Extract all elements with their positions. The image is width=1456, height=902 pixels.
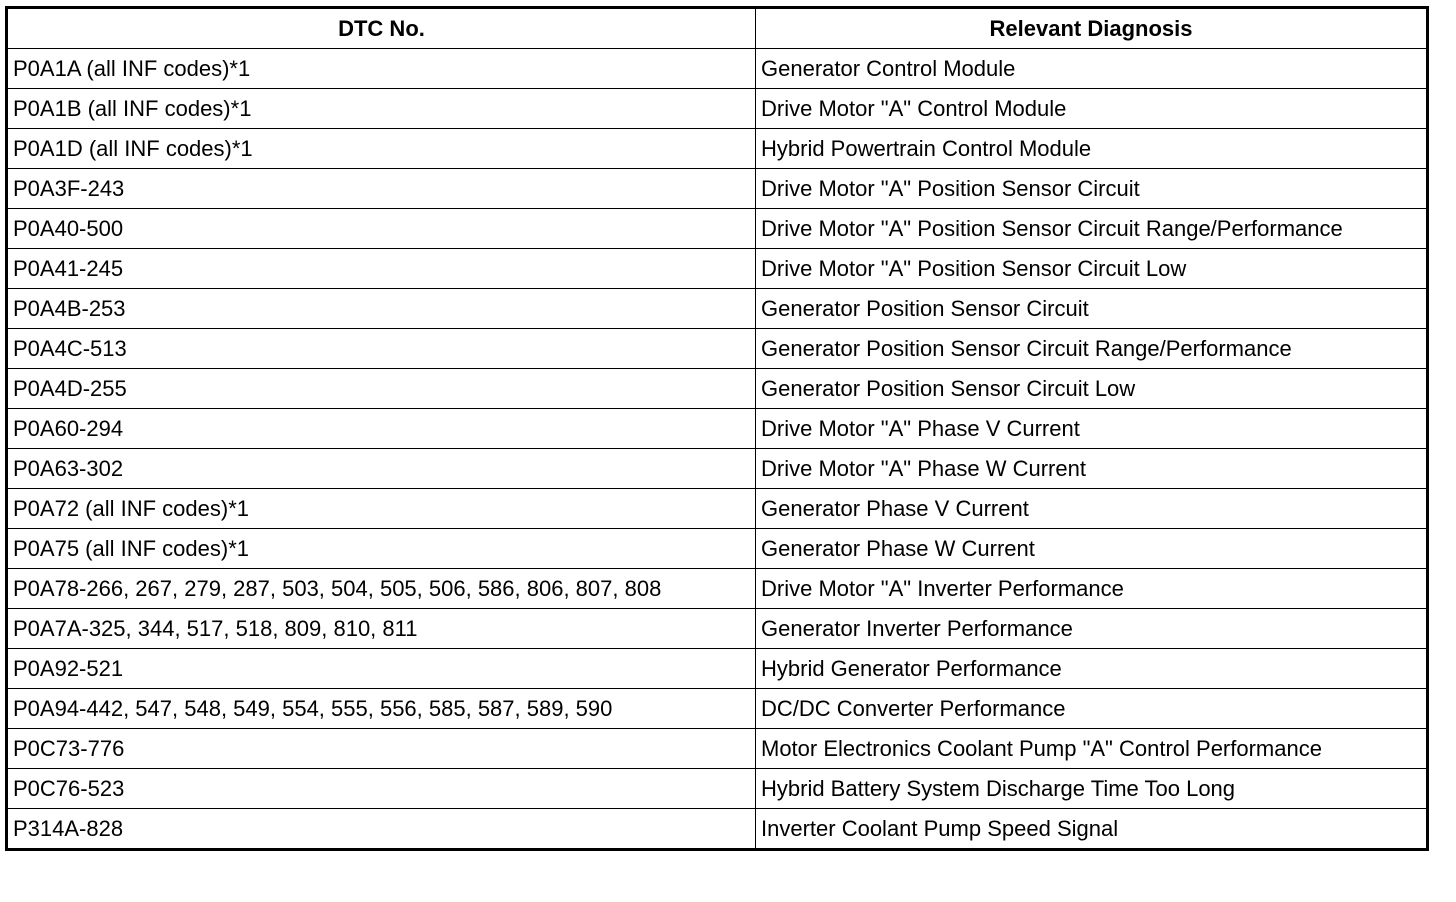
table-row — [7, 609, 1428, 649]
dtc-code-cell: P0C73-776 — [7, 729, 756, 769]
table-row — [7, 89, 1428, 129]
table-row — [7, 49, 1428, 89]
table-row — [7, 249, 1428, 289]
dtc-code-cell: P0A63-302 — [7, 449, 756, 489]
diagnosis-cell: Drive Motor "A" Phase W Current — [756, 449, 1428, 489]
table-header — [7, 8, 1428, 49]
dtc-code-cell: P0A75 (all INF codes)*1 — [7, 529, 756, 569]
table-row — [7, 529, 1428, 569]
diagnosis-cell: Hybrid Powertrain Control Module — [756, 129, 1428, 169]
dtc-code-cell: P0A4D-255 — [7, 369, 756, 409]
dtc-code-cell: P0A94-442, 547, 548, 549, 554, 555, 556, 585, 587, 589, 590 — [7, 689, 756, 729]
dtc-code-cell: P0A92-521 — [7, 649, 756, 689]
diagnosis-cell: DC/DC Converter Performance — [756, 689, 1428, 729]
diagnosis-cell: Generator Phase V Current — [756, 489, 1428, 529]
diagnosis-cell: Inverter Coolant Pump Speed Signal — [756, 809, 1428, 850]
table-row — [7, 409, 1428, 449]
header-relevant-diagnosis: Relevant Diagnosis — [756, 8, 1428, 49]
diagnosis-cell: Generator Inverter Performance — [756, 609, 1428, 649]
diagnosis-cell: Drive Motor "A" Position Sensor Circuit Low — [756, 249, 1428, 289]
table-row — [7, 289, 1428, 329]
dtc-code-cell: P0A60-294 — [7, 409, 756, 449]
diagnosis-cell: Motor Electronics Coolant Pump "A" Control Performance — [756, 729, 1428, 769]
diagnosis-cell: Drive Motor "A" Phase V Current — [756, 409, 1428, 449]
table-row — [7, 769, 1428, 809]
table-body — [7, 49, 1428, 850]
table-row — [7, 209, 1428, 249]
dtc-code-cell: P0A7A-325, 344, 517, 518, 809, 810, 811 — [7, 609, 756, 649]
dtc-code-cell: P0A3F-243 — [7, 169, 756, 209]
table-row — [7, 329, 1428, 369]
dtc-table — [5, 6, 1429, 851]
header-dtc-no: DTC No. — [7, 8, 756, 49]
dtc-code-cell: P0C76-523 — [7, 769, 756, 809]
table-row — [7, 729, 1428, 769]
diagnosis-cell: Drive Motor "A" Control Module — [756, 89, 1428, 129]
dtc-code-cell: P0A41-245 — [7, 249, 756, 289]
table-row — [7, 649, 1428, 689]
diagnosis-cell: Hybrid Generator Performance — [756, 649, 1428, 689]
dtc-code-cell: P0A40-500 — [7, 209, 756, 249]
diagnosis-cell: Drive Motor "A" Position Sensor Circuit Range/Performance — [756, 209, 1428, 249]
dtc-code-cell: P0A4B-253 — [7, 289, 756, 329]
diagnosis-cell: Drive Motor "A" Inverter Performance — [756, 569, 1428, 609]
table-row — [7, 129, 1428, 169]
diagnosis-cell: Generator Phase W Current — [756, 529, 1428, 569]
table-row — [7, 449, 1428, 489]
header-row — [7, 8, 1428, 49]
table-row — [7, 689, 1428, 729]
dtc-code-cell: P0A1A (all INF codes)*1 — [7, 49, 756, 89]
dtc-code-cell: P0A1D (all INF codes)*1 — [7, 129, 756, 169]
dtc-code-cell: P0A1B (all INF codes)*1 — [7, 89, 756, 129]
dtc-code-cell: P314A-828 — [7, 809, 756, 850]
dtc-code-cell: P0A4C-513 — [7, 329, 756, 369]
diagnosis-cell: Generator Position Sensor Circuit Range/Performance — [756, 329, 1428, 369]
diagnosis-cell: Drive Motor "A" Position Sensor Circuit — [756, 169, 1428, 209]
diagnosis-cell: Generator Position Sensor Circuit — [756, 289, 1428, 329]
table-row — [7, 169, 1428, 209]
table-row — [7, 809, 1428, 850]
table-row — [7, 489, 1428, 529]
diagnosis-cell: Hybrid Battery System Discharge Time Too Long — [756, 769, 1428, 809]
diagnosis-cell: Generator Control Module — [756, 49, 1428, 89]
diagnosis-cell: Generator Position Sensor Circuit Low — [756, 369, 1428, 409]
table-row — [7, 369, 1428, 409]
table-row — [7, 569, 1428, 609]
dtc-code-cell: P0A72 (all INF codes)*1 — [7, 489, 756, 529]
dtc-code-cell: P0A78-266, 267, 279, 287, 503, 504, 505, 506, 586, 806, 807, 808 — [7, 569, 756, 609]
